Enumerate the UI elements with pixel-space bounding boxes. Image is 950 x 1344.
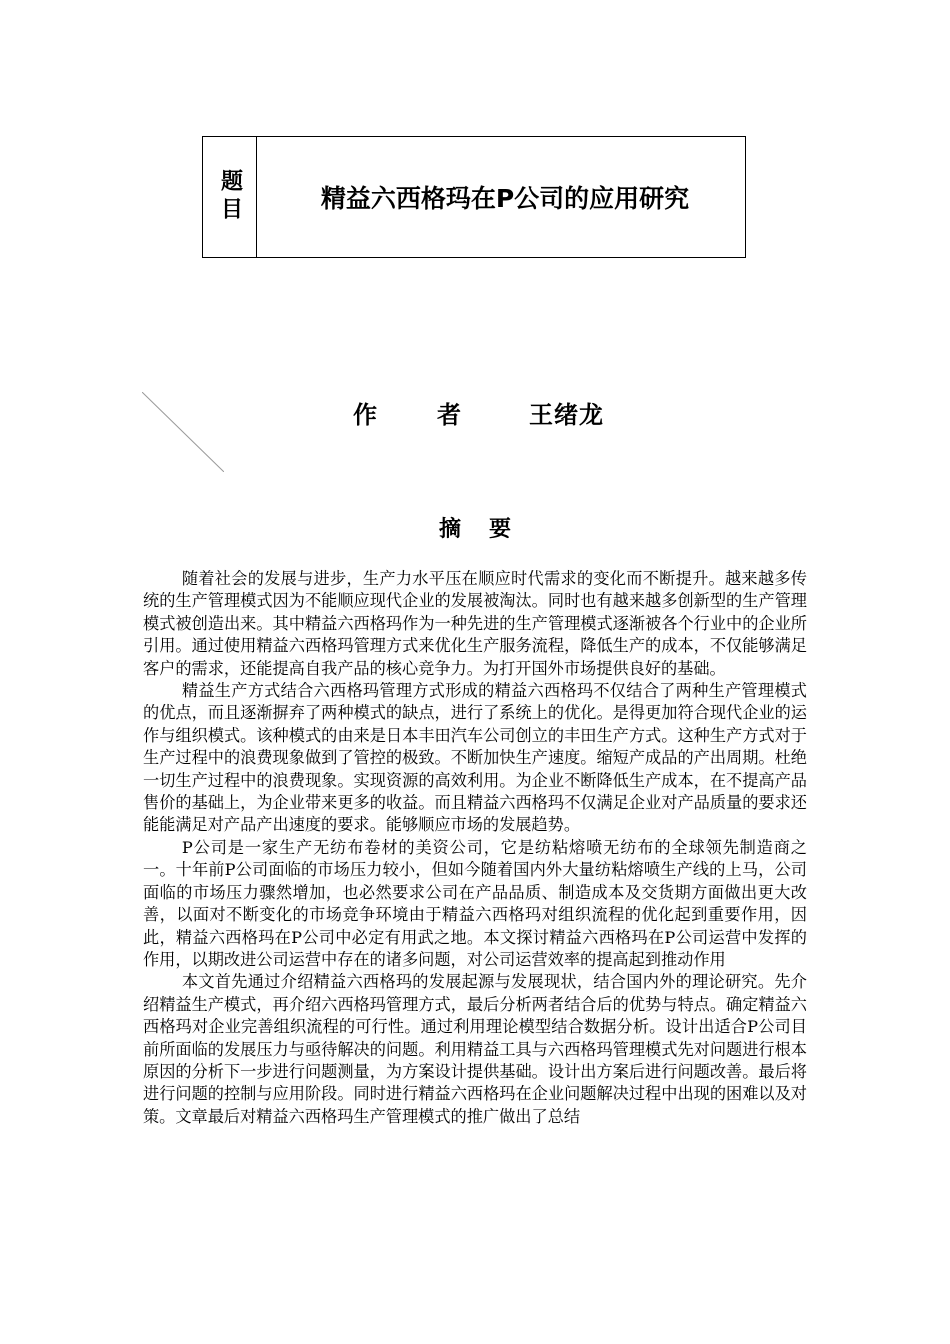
abstract-paragraph: P公司是一家生产无纺布卷材的美资公司，它是纺粘熔喷无纺布的全球领先制造商之一。十年前P公司面临的市场压力较小，但如今随着国内外大量纺粘熔喷生产线的上马，公司面临的市场压力骤然增加，也必然要求公司在产品品质、制造成本及交货期方面做出更大改善，以面对不断变化的市场竞争环境由于精益六西格玛对组织流程的优化起到重要作用，因此，精益六西格玛在P公司中必定有用武之地。本文探讨精益六西格玛在P公司运营中发挥的作用，以期改进公司运营中存在的诸多问题，对公司运营效率的提高起到推动作用 bbox=[143, 837, 807, 969]
abstract-paragraph: 随着社会的发展与进步，生产力水平压在顺应时代需求的变化而不断提升。越来越多传统的生产管理模式因为不能顺应现代企业的发展被淘汰。同时也有越来越多创新型的生产管理模式被创造出来。其中精益六西格玛作为一种先进的生产管理模式逐渐被各个行业中的企业所引用。通过使用精益六西格玛管理方式来优化生产服务流程，降低生产的成本，不仅能够满足客户的需求，还能提高自我产品的核心竞争力。为打开国外市场提供良好的基础。 bbox=[143, 569, 807, 678]
abstract-paragraph: 精益生产方式结合六西格玛管理方式形成的精益六西格玛不仅结合了两种生产管理模式的优点，而且逐渐摒弃了两种模式的缺点，进行了系统上的优化。是得更加符合现代企业的运作与组织模式。该种模式的由来是日本丰田汽车公司创立的丰田生产方式。这种生产方式对于生产过程中的浪费现象做到了管控的极致。不断加快生产速度。缩短产成品的产出周期。杜绝一切生产过程中的浪费现象。实现资源的高效利用。为企业不断降低生产成本，在不提高产品售价的基础上，为企业带来更多的收益。而且精益六西格玛不仅满足企业对产品质量的要求还能能满足对产品产出速度的要求。能够顺应市场的发展趋势。 bbox=[143, 681, 807, 835]
title-box bbox=[202, 136, 746, 258]
abstract-body bbox=[143, 568, 807, 1128]
abstract-heading: 摘要 bbox=[438, 517, 539, 542]
author-name: 王绪龙 bbox=[529, 400, 604, 429]
author-label: 作者 bbox=[353, 400, 521, 429]
diagonal-line bbox=[142, 392, 224, 472]
abstract-paragraph: 本文首先通过介绍精益六西格玛的发展起源与发展现状，结合国内外的理论研究。先介绍精益生产模式，再介绍六西格玛管理方式，最后分析两者结合后的优势与特点。确定精益六西格玛对企业完善组织流程的可行性。通过利用理论模型结合数据分析。设计出适合P公司目前所面临的发展压力与亟待解决的问题。利用精益工具与六西格玛管理模式先对问题进行根本原因的分析下一步进行问题测量，为方案设计提供基础。设计出方案后进行问题改善。最后将进行问题的控制与应用阶段。同时进行精益六西格玛在企业问题解决过程中出现的困难以及对策。文章最后对精益六西格玛生产管理模式的推广做出了总结 bbox=[143, 972, 807, 1126]
author-line bbox=[353, 394, 604, 430]
title-label: 题目 bbox=[203, 137, 257, 257]
thesis-title: 精益六西格玛在P公司的应用研究 bbox=[320, 184, 690, 213]
